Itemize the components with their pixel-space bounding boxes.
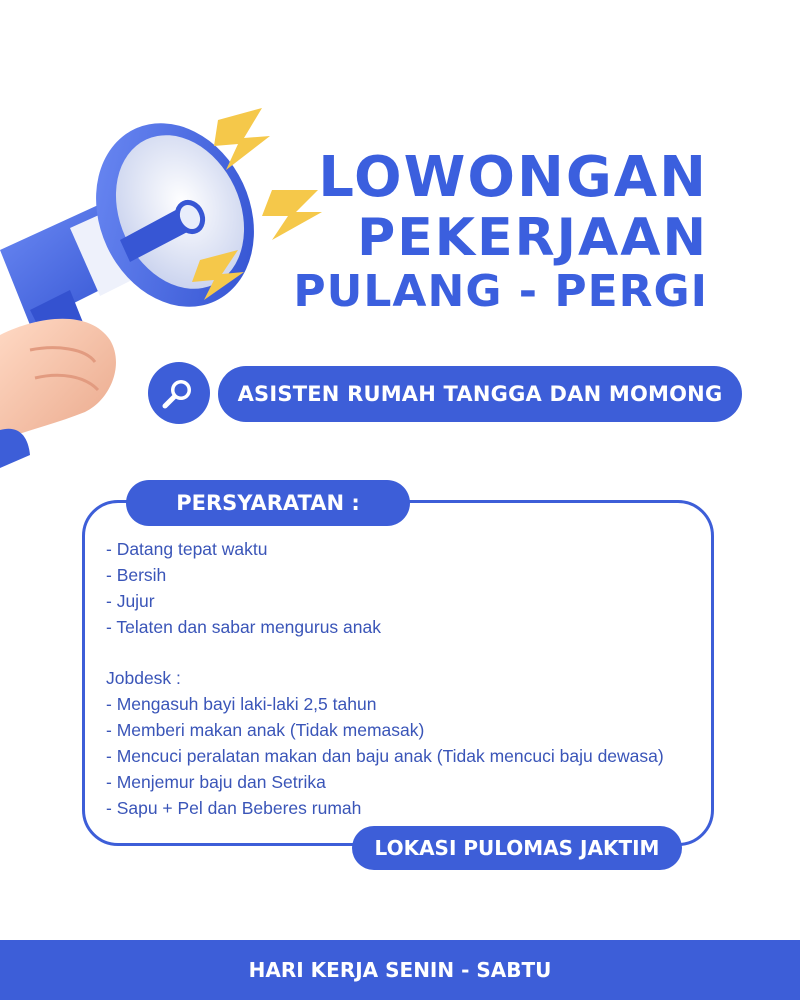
location-pill: LOKASI PULOMAS JAKTIM — [352, 826, 682, 870]
jobdesk-list — [106, 665, 664, 821]
requirements-list — [106, 536, 381, 640]
position-pill: ASISTEN RUMAH TANGGA DAN MOMONG — [218, 366, 742, 422]
list-item: - Telaten dan sabar mengurus anak — [106, 617, 381, 637]
list-item: - Datang tepat waktu — [106, 539, 268, 559]
title-line-3: PULANG - PERGI — [293, 266, 708, 317]
list-item: - Mencuci peralatan makan dan baju anak (Tidak mencuci baju dewasa) — [106, 746, 664, 766]
list-item: - Mengasuh bayi laki-laki 2,5 tahun — [106, 694, 377, 714]
list-item: - Memberi makan anak (Tidak memasak) — [106, 720, 425, 740]
magnifier-icon — [161, 375, 197, 411]
title-line-2: PEKERJAAN — [357, 208, 708, 268]
list-item: - Bersih — [106, 565, 167, 585]
title-line-1: LOWONGAN — [318, 145, 708, 210]
list-item: - Sapu + Pel dan Beberes rumah — [106, 798, 362, 818]
list-item: - Menjemur baju dan Setrika — [106, 772, 326, 792]
list-item: - Jujur — [106, 591, 155, 611]
requirements-header: PERSYARATAN : — [126, 480, 410, 526]
jobdesk-header: Jobdesk : — [106, 668, 181, 688]
footer-bar: HARI KERJA SENIN - SABTU — [0, 940, 800, 1000]
search-badge — [148, 362, 210, 424]
